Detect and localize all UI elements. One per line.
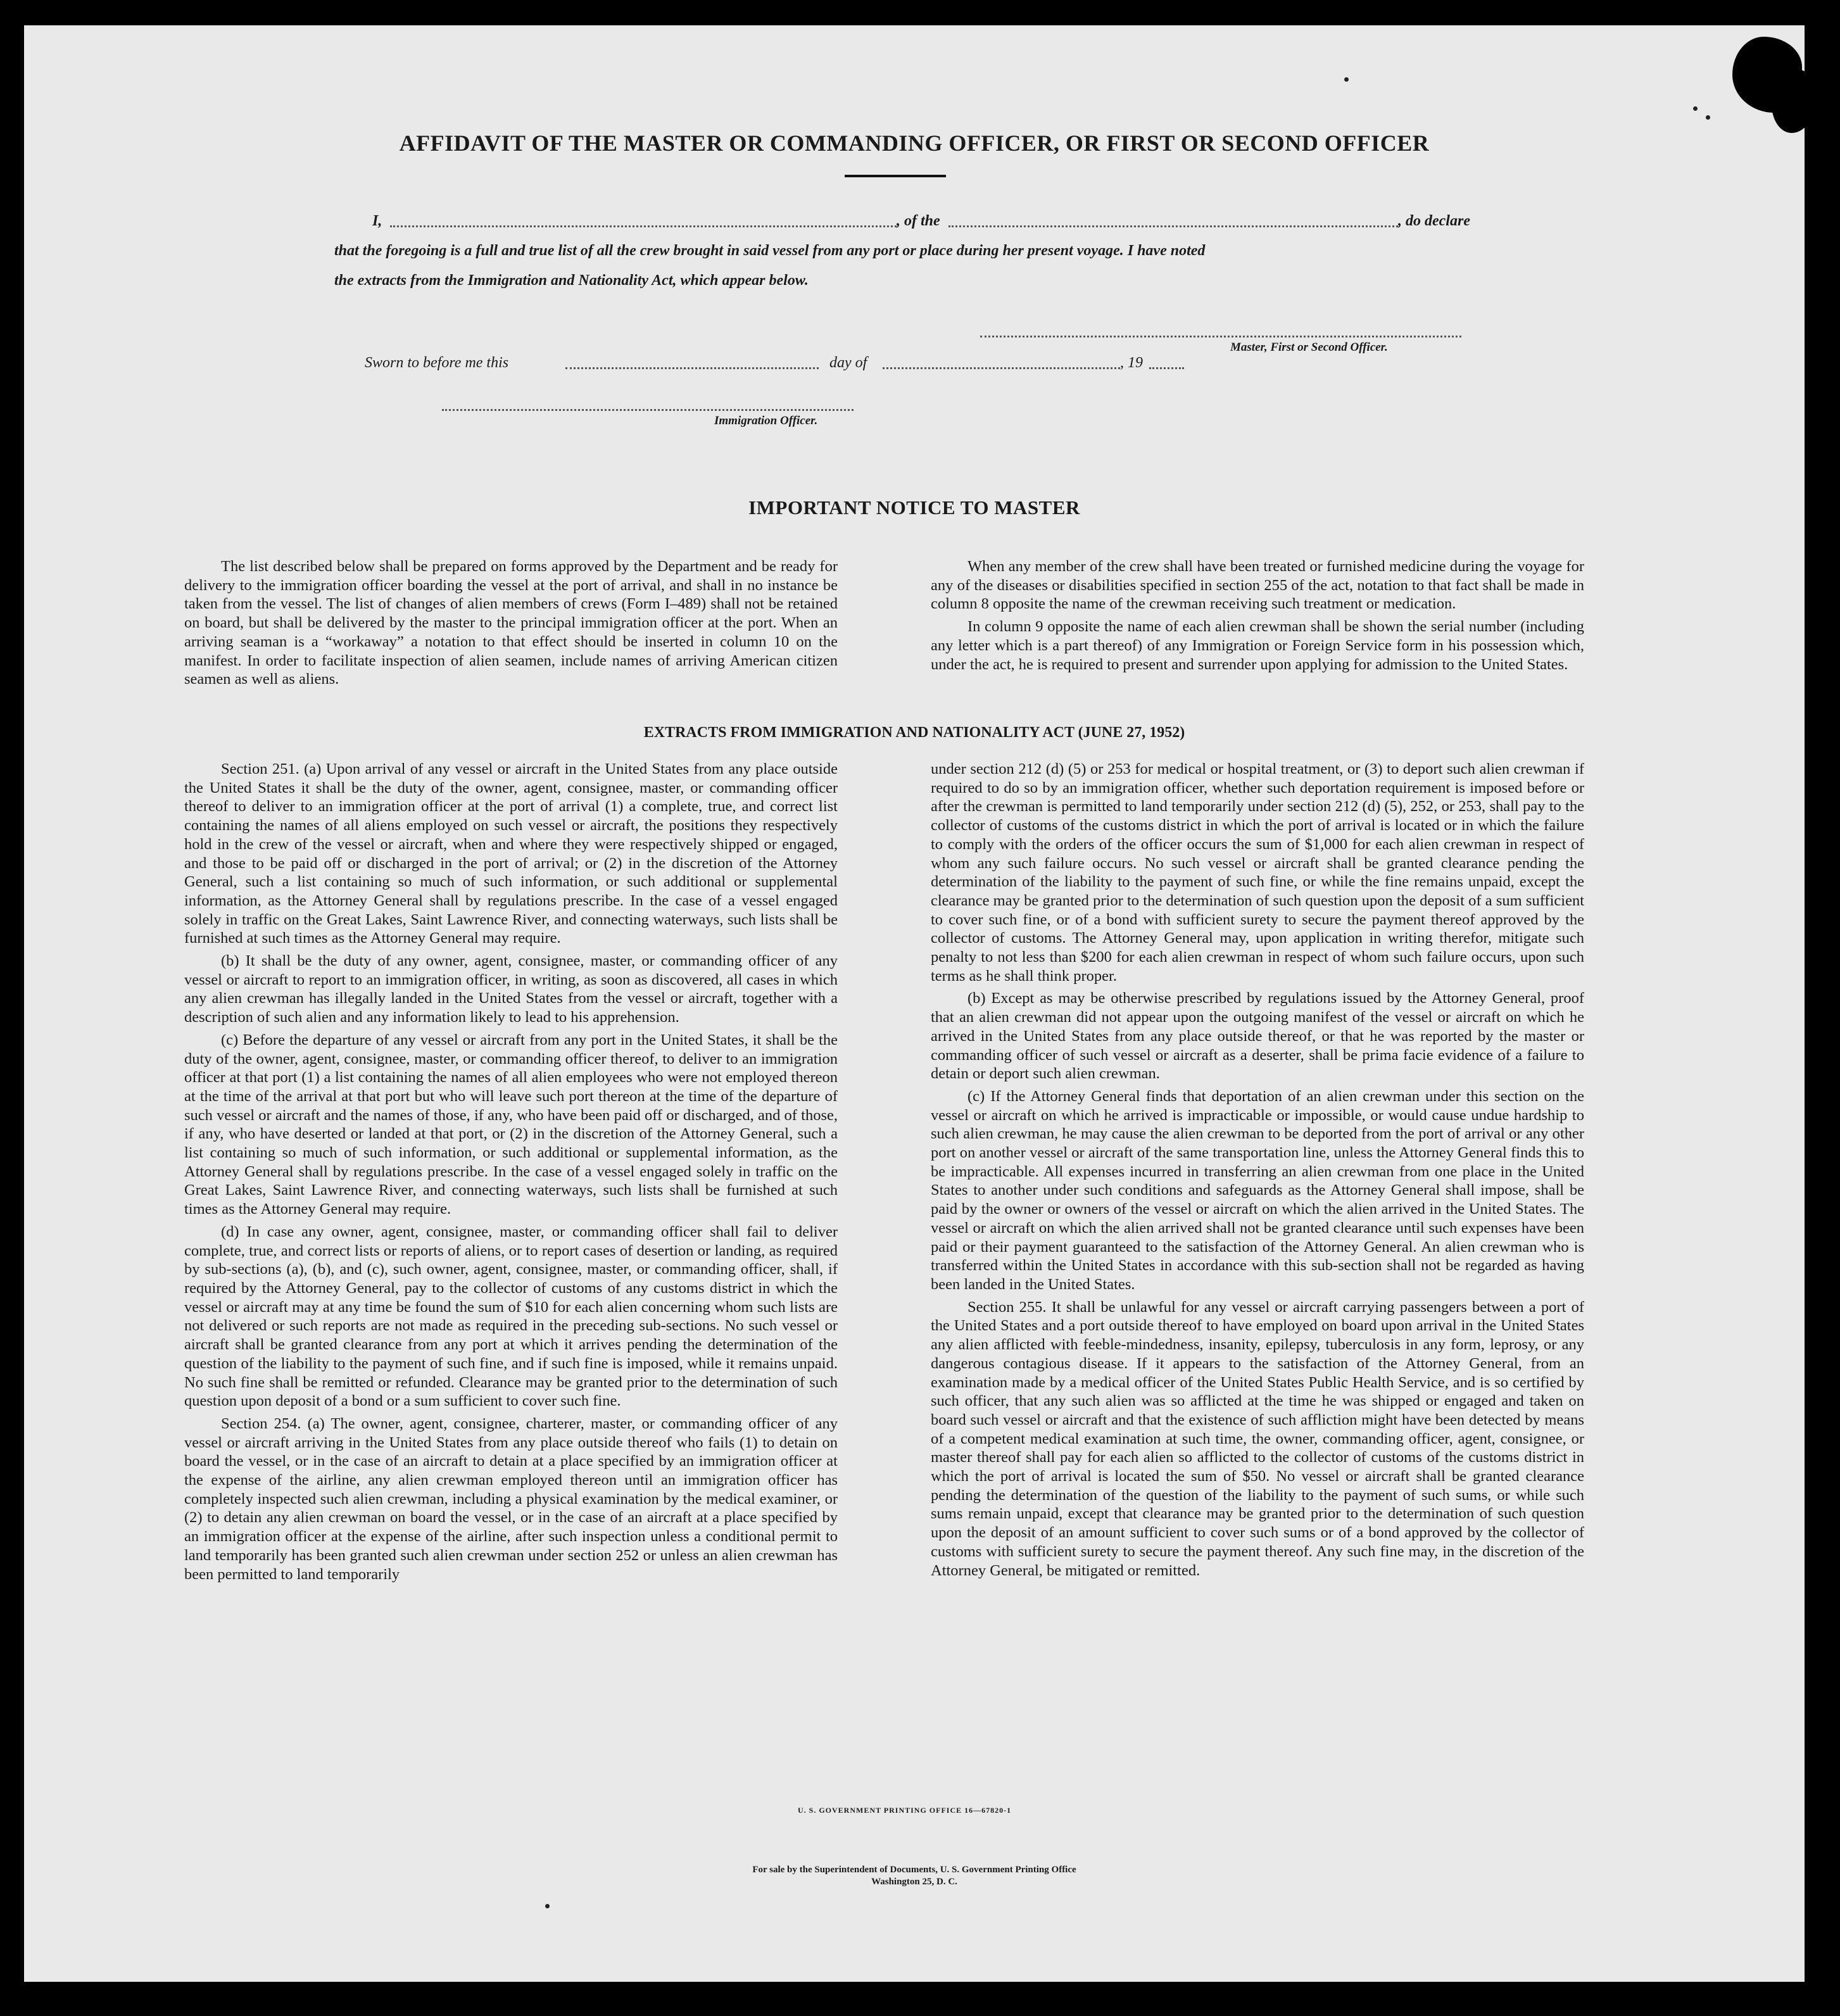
sworn-day-field[interactable] (565, 367, 819, 369)
extracts-right-column (931, 760, 1584, 1584)
extract-paragraph: (d) In case any owner, agent, consignee, master, or commanding officer shall fail to deliver complete, true, and correct lists or reports of aliens, or to report cases of desertion or landing, as required by sub-sections (a), (b), and (c), such owner, agent, consignee, master, or commanding officer, shall, if required by the Attorney General, pay to the collector of customs of any customs district in which the vessel or aircraft may at any time be found the sum of $10 for each alien concerning whom such lists are not delivered or such reports are not made as required in the preceding sub-sections. No such vessel or aircraft shall be granted clearance from any port at which it arrives pending the determination of the question of the liability to the payment of such fine, and if such fine is imposed, while it remains unpaid. No such fine shall be remitted or refunded. Clearance may be granted prior to the determination of such question upon deposit of a bond or a sum sufficient to cover such fine. (184, 1223, 838, 1410)
extract-paragraph: (b) Except as may be otherwise prescribed by regulations issued by the Attorney General, proof that an alien crewman did not appear upon the outgoing manifest of the vessel or aircraft on which he arrived in the United States from any place outside thereof, or that he was reported by the master or commanding officer of such vessel or aircraft as a deserter, shall be prima facie evidence of a failure to detain or deport such alien crewman. (931, 990, 1584, 1083)
affidavit-title: AFFIDAVIT OF THE MASTER OR COMMANDING OFFICER, OR FIRST OR SECOND OFFICER (399, 130, 1430, 156)
vessel-name-field[interactable] (948, 225, 1398, 227)
affidavit-i-label: I, (372, 213, 382, 229)
extract-paragraph: (b) It shall be the duty of any owner, agent, consignee, master, or commanding officer of any vessel or aircraft to report to an immigration officer, in writing, as soon as discovered, all cases in which any alien crewman has illegally landed in the United States from the vessel or aircraft, together with a description of such alien and any information likely to lead to his apprehension. (184, 952, 838, 1026)
speck (1344, 77, 1349, 82)
notice-paragraph: When any member of the crew shall have been treated or furnished medicine during the voyage for any of the diseases or disabilities specified in section 255 of the act, notation to that fact shall be made in column 8 opposite the name of the crewman receiving such treatment or medication. (931, 558, 1584, 613)
affidavit-of-the-label: , of the (897, 213, 940, 229)
sale-notice (24, 1864, 1805, 1888)
document-page (24, 25, 1805, 1982)
sale-line-2: Washington 25, D. C. (871, 1877, 957, 1887)
speck (1706, 115, 1710, 120)
declarant-name-field[interactable] (390, 225, 897, 227)
gpo-imprint: U. S. GOVERNMENT PRINTING OFFICE 16—67820-1 (798, 1806, 1012, 1815)
extracts-left-column (184, 760, 838, 1587)
extract-paragraph: (c) Before the departure of any vessel or aircraft from any port in the United States, it shall be the duty of the owner, agent, consignee, master, or commanding officer thereof, to deliver to an immigration officer at that port (1) a list containing the names of all alien employees who were not employed thereon at the time of the arrival at that port but who will leave such port thereon at the time of the departure of such vessel or aircraft and the names of those, if any, who have been paid off or discharged, and of those, if any, who have deserted or landed at that port, or (2) in the discretion of the Attorney General, such a list containing so much of such information, or such additional or supplemental information, as the Attorney General shall by regulations prescribe. In the case of a vessel engaged solely in traffic on the Great Lakes, Saint Lawrence River, and connecting waterways, such lists shall be furnished at such times as the Attorney General may require. (184, 1031, 838, 1218)
notice-title: IMPORTANT NOTICE TO MASTER (748, 496, 1080, 519)
extract-paragraph: under section 212 (d) (5) or 253 for medical or hospital treatment, or (3) to deport such alien crewman if required to do so by an immigration officer, whether such deportation requirement is imposed before or after the crewman is permitted to land temporarily under section 212 (d) (5), 252, or 253, shall pay to the collector of customs of the customs district in which the port of arrival is located or in which the failure to comply with the orders of the officer occurs the sum of $1,000 for each alien crewman in respect of whom any such failure occurs. No such vessel or aircraft shall be granted clearance pending the determination of the liability to the payment of such fine, or while the fine remains unpaid, except the clearance may be granted prior to the determination of such question upon the deposit of a sum sufficient to cover such fine, or of a bond with sufficient surety to secure the payment thereof approved by the collector of customs. The Attorney General may, upon application in writing therefor, mitigate such penalty to not less than $200 for each alien crewman in respect of whom such failure occurs, upon such terms as he shall think proper. (931, 760, 1584, 985)
sworn-month-field[interactable] (883, 367, 1120, 369)
affidavit-line3: the extracts from the Immigration and Nationality Act, which appear below. (334, 272, 809, 289)
sale-line-1: For sale by the Superintendent of Documents, U. S. Government Printing Office (752, 1865, 1076, 1875)
extract-paragraph: Section 251. (a) Upon arrival of any vessel or aircraft in the United States from any place outside the United States it shall be the duty of the owner, agent, consignee, master, or commanding officer thereof to deliver to an immigration officer at the port of arrival (1) a complete, true, and correct list containing the names of all aliens employed on such vessel or aircraft, the positions they respectively hold in the crew of the vessel or aircraft, when and where they were respectively shipped or engaged, and those to be paid off or discharged in the port of arrival; or (2) in the discretion of the Attorney General, such a list containing so much of such information, or such additional or supplemental information, as the Attorney General shall by regulations prescribe. In the case of a vessel engaged solely in traffic on the Great Lakes, Saint Lawrence River, and connecting waterways, such lists shall be furnished at such times as the Attorney General may require. (184, 760, 838, 947)
notice-right-column (931, 557, 1584, 677)
extracts-title: EXTRACTS FROM IMMIGRATION AND NATIONALITY ACT (JUNE 27, 1952) (643, 724, 1185, 741)
extract-paragraph: (c) If the Attorney General finds that deportation of an alien crewman under this section on the vessel or aircraft on which he arrived is impracticable or impossible, or would cause undue hardship to such alien crewman, he may cause the alien crewman to be deported from the port of arrival or any other port on another vessel or aircraft of the same transportation line, unless the Attorney General finds this to be impracticable. All expenses incurred in transferring an alien crewman from one place in the United States to another under such conditions and safeguards as the Attorney General shall impose, shall be paid by the owner or owners of the vessel or aircraft on which the alien arrived in the United States. The vessel or aircraft on which the alien arrived shall not be granted clearance until such expenses have been paid or their payment guaranteed to the satisfaction of the Attorney General. An alien crewman who is transferred within the United States in accordance with this sub-section shall not be regarded as having been landed in the United States. (931, 1087, 1584, 1293)
speck (545, 1904, 550, 1908)
notice-paragraph: In column 9 opposite the name of each alien crewman shall be shown the serial number (including any letter which is a part thereof) of any Immigration or Foreign Service form in his possession which, under the act, he is required to present and surrender upon applying for admission to the United States. (931, 618, 1584, 673)
year-prefix: , 19 (1120, 355, 1143, 371)
title-rule (845, 175, 946, 177)
notice-left-column (184, 557, 838, 693)
affidavit-line2: that the foregoing is a full and true list of all the crew brought in said vessel from any port or place during her present voyage. I have noted (334, 243, 1206, 259)
master-signature-field[interactable] (980, 336, 1461, 337)
extract-paragraph: Section 254. (a) The owner, agent, consignee, charterer, master, or commanding officer of any vessel or aircraft arriving in the United States from any place outside thereof who fails (1) to detain on board the vessel, or in the case of an aircraft to detain at a place specified by an immigration officer at the expense of the airline, any alien crewman employed thereon until an immigration officer has completely inspected such alien crewman, including a physical examination by the medical examiner, or (2) to detain any alien crewman on board the vessel, or in the case of an aircraft at a place specified by an immigration officer at the expense of the airline, after such inspection unless a conditional permit to land temporarily has been granted such alien crewman under section 252 or unless an alien crewman has been permitted to land temporarily (184, 1414, 838, 1583)
immigration-officer-signature-field[interactable] (442, 409, 854, 411)
officer-caption: Immigration Officer. (714, 414, 818, 427)
affidavit-declare-label: , do declare (1398, 213, 1470, 229)
speck (1693, 106, 1698, 111)
extract-paragraph: Section 255. It shall be unlawful for any vessel or aircraft carrying passengers between a port of the United States and a port outside thereof to have employed on board upon arrival in the United States any alien afflicted with feeble-mindedness, insanity, epilepsy, tuberculosis in any form, leprosy, or any dangerous contagious disease. If it appears to the satisfaction of the Attorney General, from an examination made by a medical officer of the United States Public Health Service, and is so certified by such officer, that any such alien was so afflicted at the time he was shipped or engaged and taken on board such vessel or aircraft and that the existence of such affliction might have been detected by means of a competent medical examination at such time, the owner, commanding officer, agent, consignee, or master thereof shall pay for each alien so afflicted to the collector of customs of the customs district in which the port of arrival is located the sum of $50. No vessel or aircraft shall be granted clearance pending the determination of the question of the liability to the payment of such sums, or while such sums remain unpaid, except that clearance may be granted prior to the determination of such question upon the deposit of an amount sufficient to cover such sums or of a bond approved by the collector of customs with sufficient surety to secure the payment thereof. Any such fine may, in the discretion of the Attorney General, be mitigated or remitted. (931, 1298, 1584, 1579)
day-of-label: day of (829, 355, 867, 371)
sworn-year-field[interactable] (1149, 367, 1184, 369)
notice-paragraph: The list described below shall be prepared on forms approved by the Department and be ready for delivery to the immigration officer boarding the vessel at the port of arrival, and shall in no instance be taken from the vessel. The list of changes of alien members of crews (Form I–489) shall not be retained on board, but shall be delivered by the master to the principal immigration officer at the port. When an arriving seaman is a “workaway” a notation to that effect should be inserted in column 10 on the manifest. In order to facilitate inspection of alien seamen, include names of arriving American citizen seamen as well as aliens. (184, 558, 838, 688)
master-caption: Master, First or Second Officer. (1230, 341, 1388, 354)
sworn-label: Sworn to before me this (365, 355, 509, 371)
